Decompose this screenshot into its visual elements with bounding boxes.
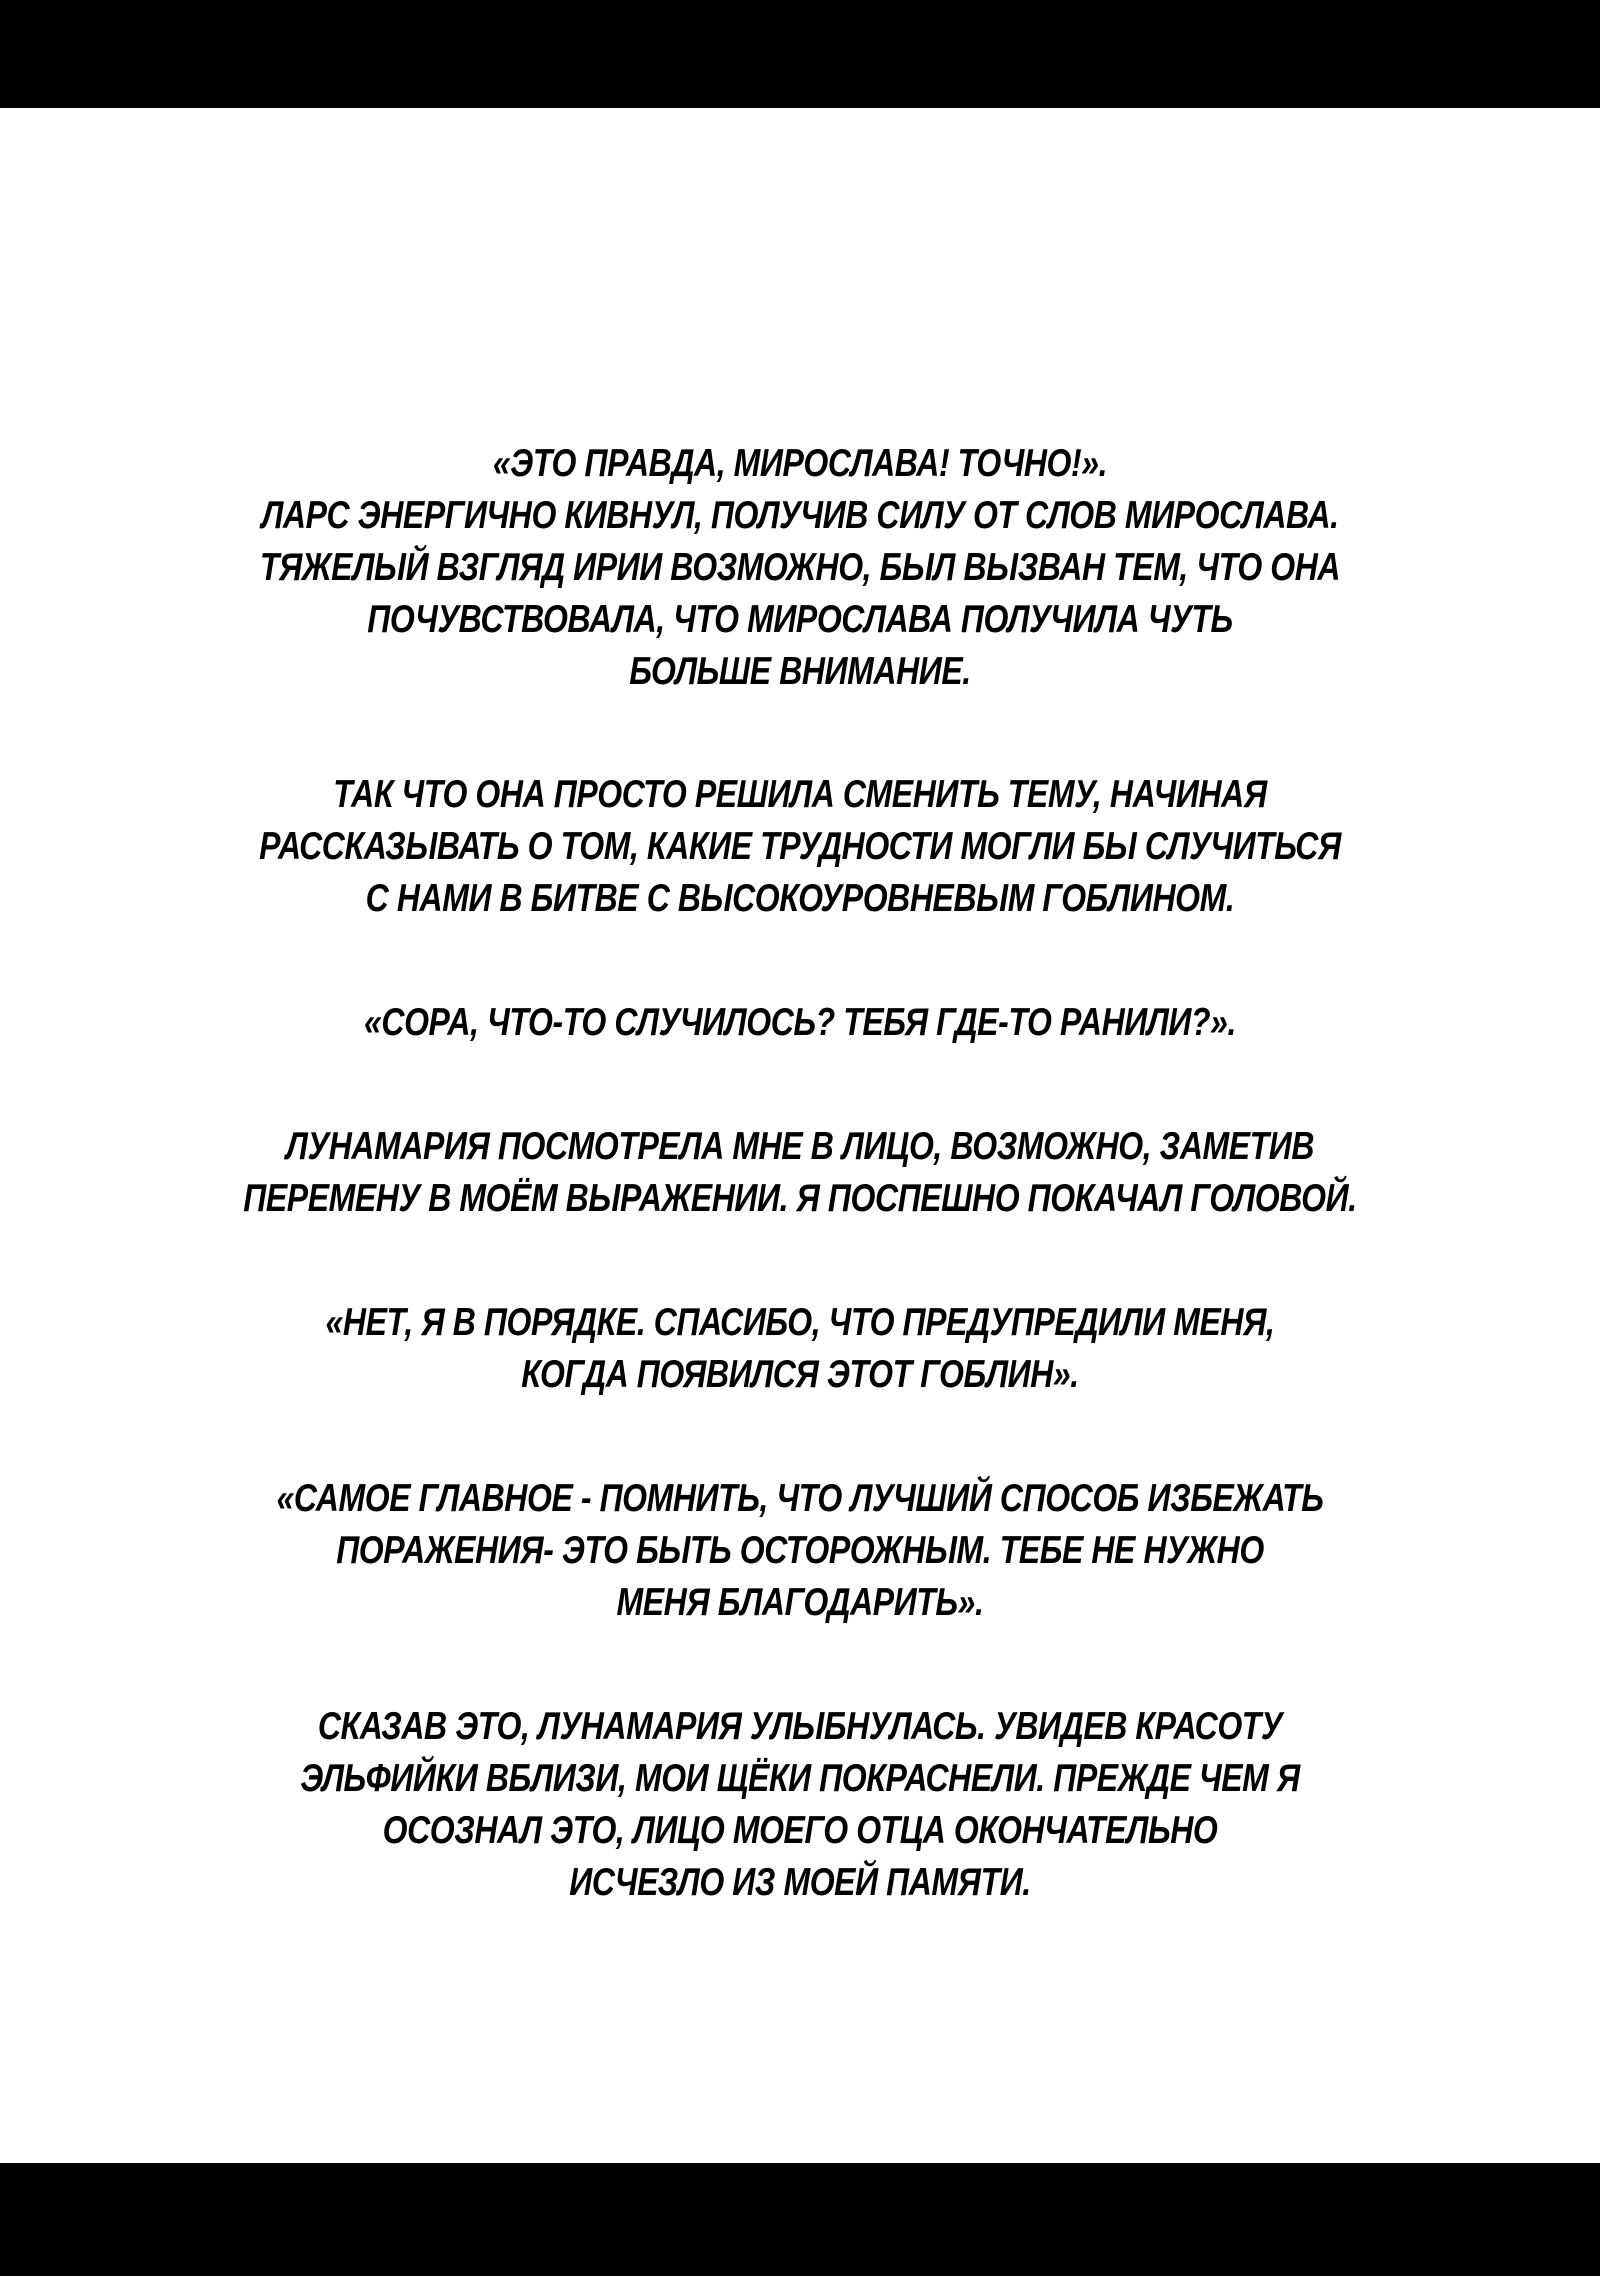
text-line: С НАМИ В БИТВЕ С ВЫСОКОУРОВНЕВЫМ ГОБЛИНОМ. — [365, 877, 1235, 920]
paragraph — [226, 1121, 1374, 1225]
paragraph — [226, 1473, 1374, 1629]
text-line: КОГДА ПОЯВИЛСЯ ЭТОТ ГОБЛИН». — [521, 1353, 1079, 1396]
text-line: СКАЗАВ ЭТО, ЛУНАМАРИЯ УЛЫБНУЛАСЬ. УВИДЕВ КРАСОТУ — [317, 1705, 1283, 1748]
text-line: ПЕРЕМЕНУ В МОЁМ ВЫРАЖЕНИИ. Я ПОСПЕШНО ПОКАЧАЛ ГОЛОВОЙ. — [243, 1177, 1357, 1220]
text-line: РАССКАЗЫВАТЬ О ТОМ, КАКИЕ ТРУДНОСТИ МОГЛИ БЫ СЛУЧИТЬСЯ — [259, 825, 1341, 868]
text-line: ТЯЖЕЛЫЙ ВЗГЛЯД ИРИИ ВОЗМОЖНО, БЫЛ ВЫЗВАН ТЕМ, ЧТО ОНА — [259, 546, 1341, 589]
text-line: ЭЛЬФИЙКИ ВБЛИЗИ, МОИ ЩЁКИ ПОКРАСНЕЛИ. ПРЕЖДЕ ЧЕМ Я — [300, 1757, 1300, 1800]
text-line: ЛАРС ЭНЕРГИЧНО КИВНУЛ, ПОЛУЧИВ СИЛУ ОТ СЛОВ МИРОСЛАВА. — [261, 494, 1339, 537]
paragraph — [226, 769, 1374, 925]
text-line: ОСОЗНАЛ ЭТО, ЛИЦО МОЕГО ОТЦА ОКОНЧАТЕЛЬНО — [382, 1809, 1218, 1852]
text-line: МЕНЯ БЛАГОДАРИТЬ». — [616, 1581, 984, 1624]
text-line: ЛУНАМАРИЯ ПОСМОТРЕЛА МНЕ В ЛИЦО, ВОЗМОЖНО, ЗАМЕТИВ — [285, 1125, 1315, 1168]
text-line: ПОЧУВСТВОВАЛА, ЧТО МИРОСЛАВА ПОЛУЧИЛА ЧУТЬ — [367, 598, 1233, 641]
paragraph — [226, 1297, 1374, 1401]
text-line: «СОРА, ЧТО-ТО СЛУЧИЛОСЬ? ТЕБЯ ГДЕ-ТО РАНИЛИ?». — [364, 1001, 1236, 1044]
text-line: ИСЧЕЗЛО ИЗ МОЕЙ ПАМЯТИ. — [569, 1861, 1031, 1904]
text-line: БОЛЬШЕ ВНИМАНИЕ. — [629, 650, 971, 693]
paragraph — [226, 438, 1374, 698]
text-line: «ЭТО ПРАВДА, МИРОСЛАВА! ТОЧНО!». — [492, 442, 1108, 485]
text-line: ТАК ЧТО ОНА ПРОСТО РЕШИЛА СМЕНИТЬ ТЕМУ, НАЧИНАЯ — [333, 773, 1267, 816]
story-text — [226, 438, 1374, 1909]
text-line: «САМОЕ ГЛАВНОЕ - ПОМНИТЬ, ЧТО ЛУЧШИЙ СПОСОБ ИЗБЕЖАТЬ — [276, 1477, 1324, 1520]
paragraph — [226, 1701, 1374, 1909]
text-line: ПОРАЖЕНИЯ- ЭТО БЫТЬ ОСТОРОЖНЫМ. ТЕБЕ НЕ НУЖНО — [336, 1529, 1264, 1572]
paragraph — [226, 997, 1374, 1049]
bottom-black-band — [0, 2163, 1600, 2276]
text-line: «НЕТ, Я В ПОРЯДКЕ. СПАСИБО, ЧТО ПРЕДУПРЕДИЛИ МЕНЯ, — [325, 1301, 1275, 1344]
top-black-band — [0, 0, 1600, 108]
